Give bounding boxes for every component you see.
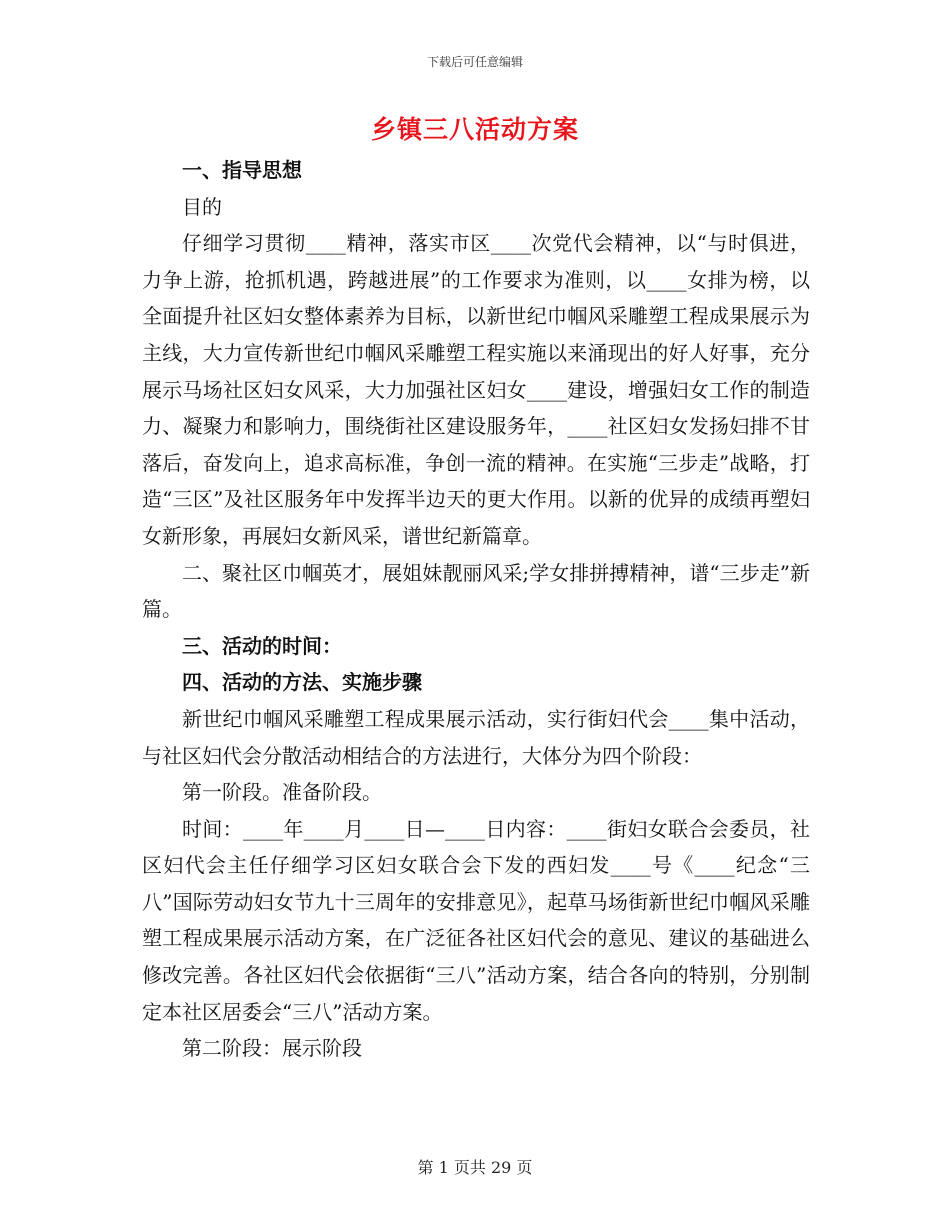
paragraph: 目的 xyxy=(182,194,222,219)
paragraph: 第二阶段：展示阶段 xyxy=(182,1036,362,1061)
paragraph: 新世纪巾帼风采雕塑工程成果展示活动，实行街妇代会____集中活动，与社区妇代会分散活动相结合的方法进行，大体分为四个阶段： xyxy=(142,706,810,768)
section-heading: 四、活动的方法、实施步骤 xyxy=(182,670,422,695)
paragraph: 时间：____年____月____日—____日内容：____街妇女联合会委员，社区妇代会主任仔细学习区妇女联合会下发的西妇发____号《____纪念“三八”国际劳动妇女节九十三周年的安排意见》，起草马场街新世纪巾帼风采雕塑工程成果展示活动方案，在广泛征各社区妇代会的意见、建议的基础进么修改完善。各社区妇代会依据街“三八”活动方案，结合各向的特别，分别制定本社区居委会“三八”活动方案。 xyxy=(142,816,810,1024)
paragraph: 第一阶段。准备阶段。 xyxy=(182,780,382,805)
header-note: 下载后可任意编辑 xyxy=(426,55,523,69)
document-title: 乡镇三八活动方案 xyxy=(370,115,579,144)
section-heading: 三、活动的时间： xyxy=(182,633,342,658)
section-heading: 一、指导思想 xyxy=(182,158,302,182)
paragraph: 仔细学习贯彻____精神，落实市区____次党代会精神，以“与时俱进，力争上游，抢抓机遇，跨越进展”的工作要求为准则，以____女排为榜，以全面提升社区妇女整体素养为目标，以新世纪巾帼风采雕塑工程成果展示为主线，大力宣传新世纪巾帼风采雕塑工程实施以来涌现出的好人好事，充分展示马场社区妇女风采，大力加强社区妇女____建设，增强妇女工作的制造力、凝聚力和影响力，围绕街社区建设服务年，____社区妇女发扬妇排不甘落后，奋发向上，追求高标准，争创一流的精神。在实施“三步走”战略，打造“三区”及社区服务年中发挥半边天的更大作用。以新的优异的成绩再塑妇女新形象，再展妇女新风采，谱世纪新篇章。 xyxy=(142,231,810,548)
document-body xyxy=(142,152,810,1067)
paragraph: 二、聚社区巾帼英才，展姐妹靓丽风采;学女排拼搏精神，谱“三步走”新篇。 xyxy=(142,560,810,622)
page-footer: 第 1 页共 29 页 xyxy=(417,1158,533,1177)
